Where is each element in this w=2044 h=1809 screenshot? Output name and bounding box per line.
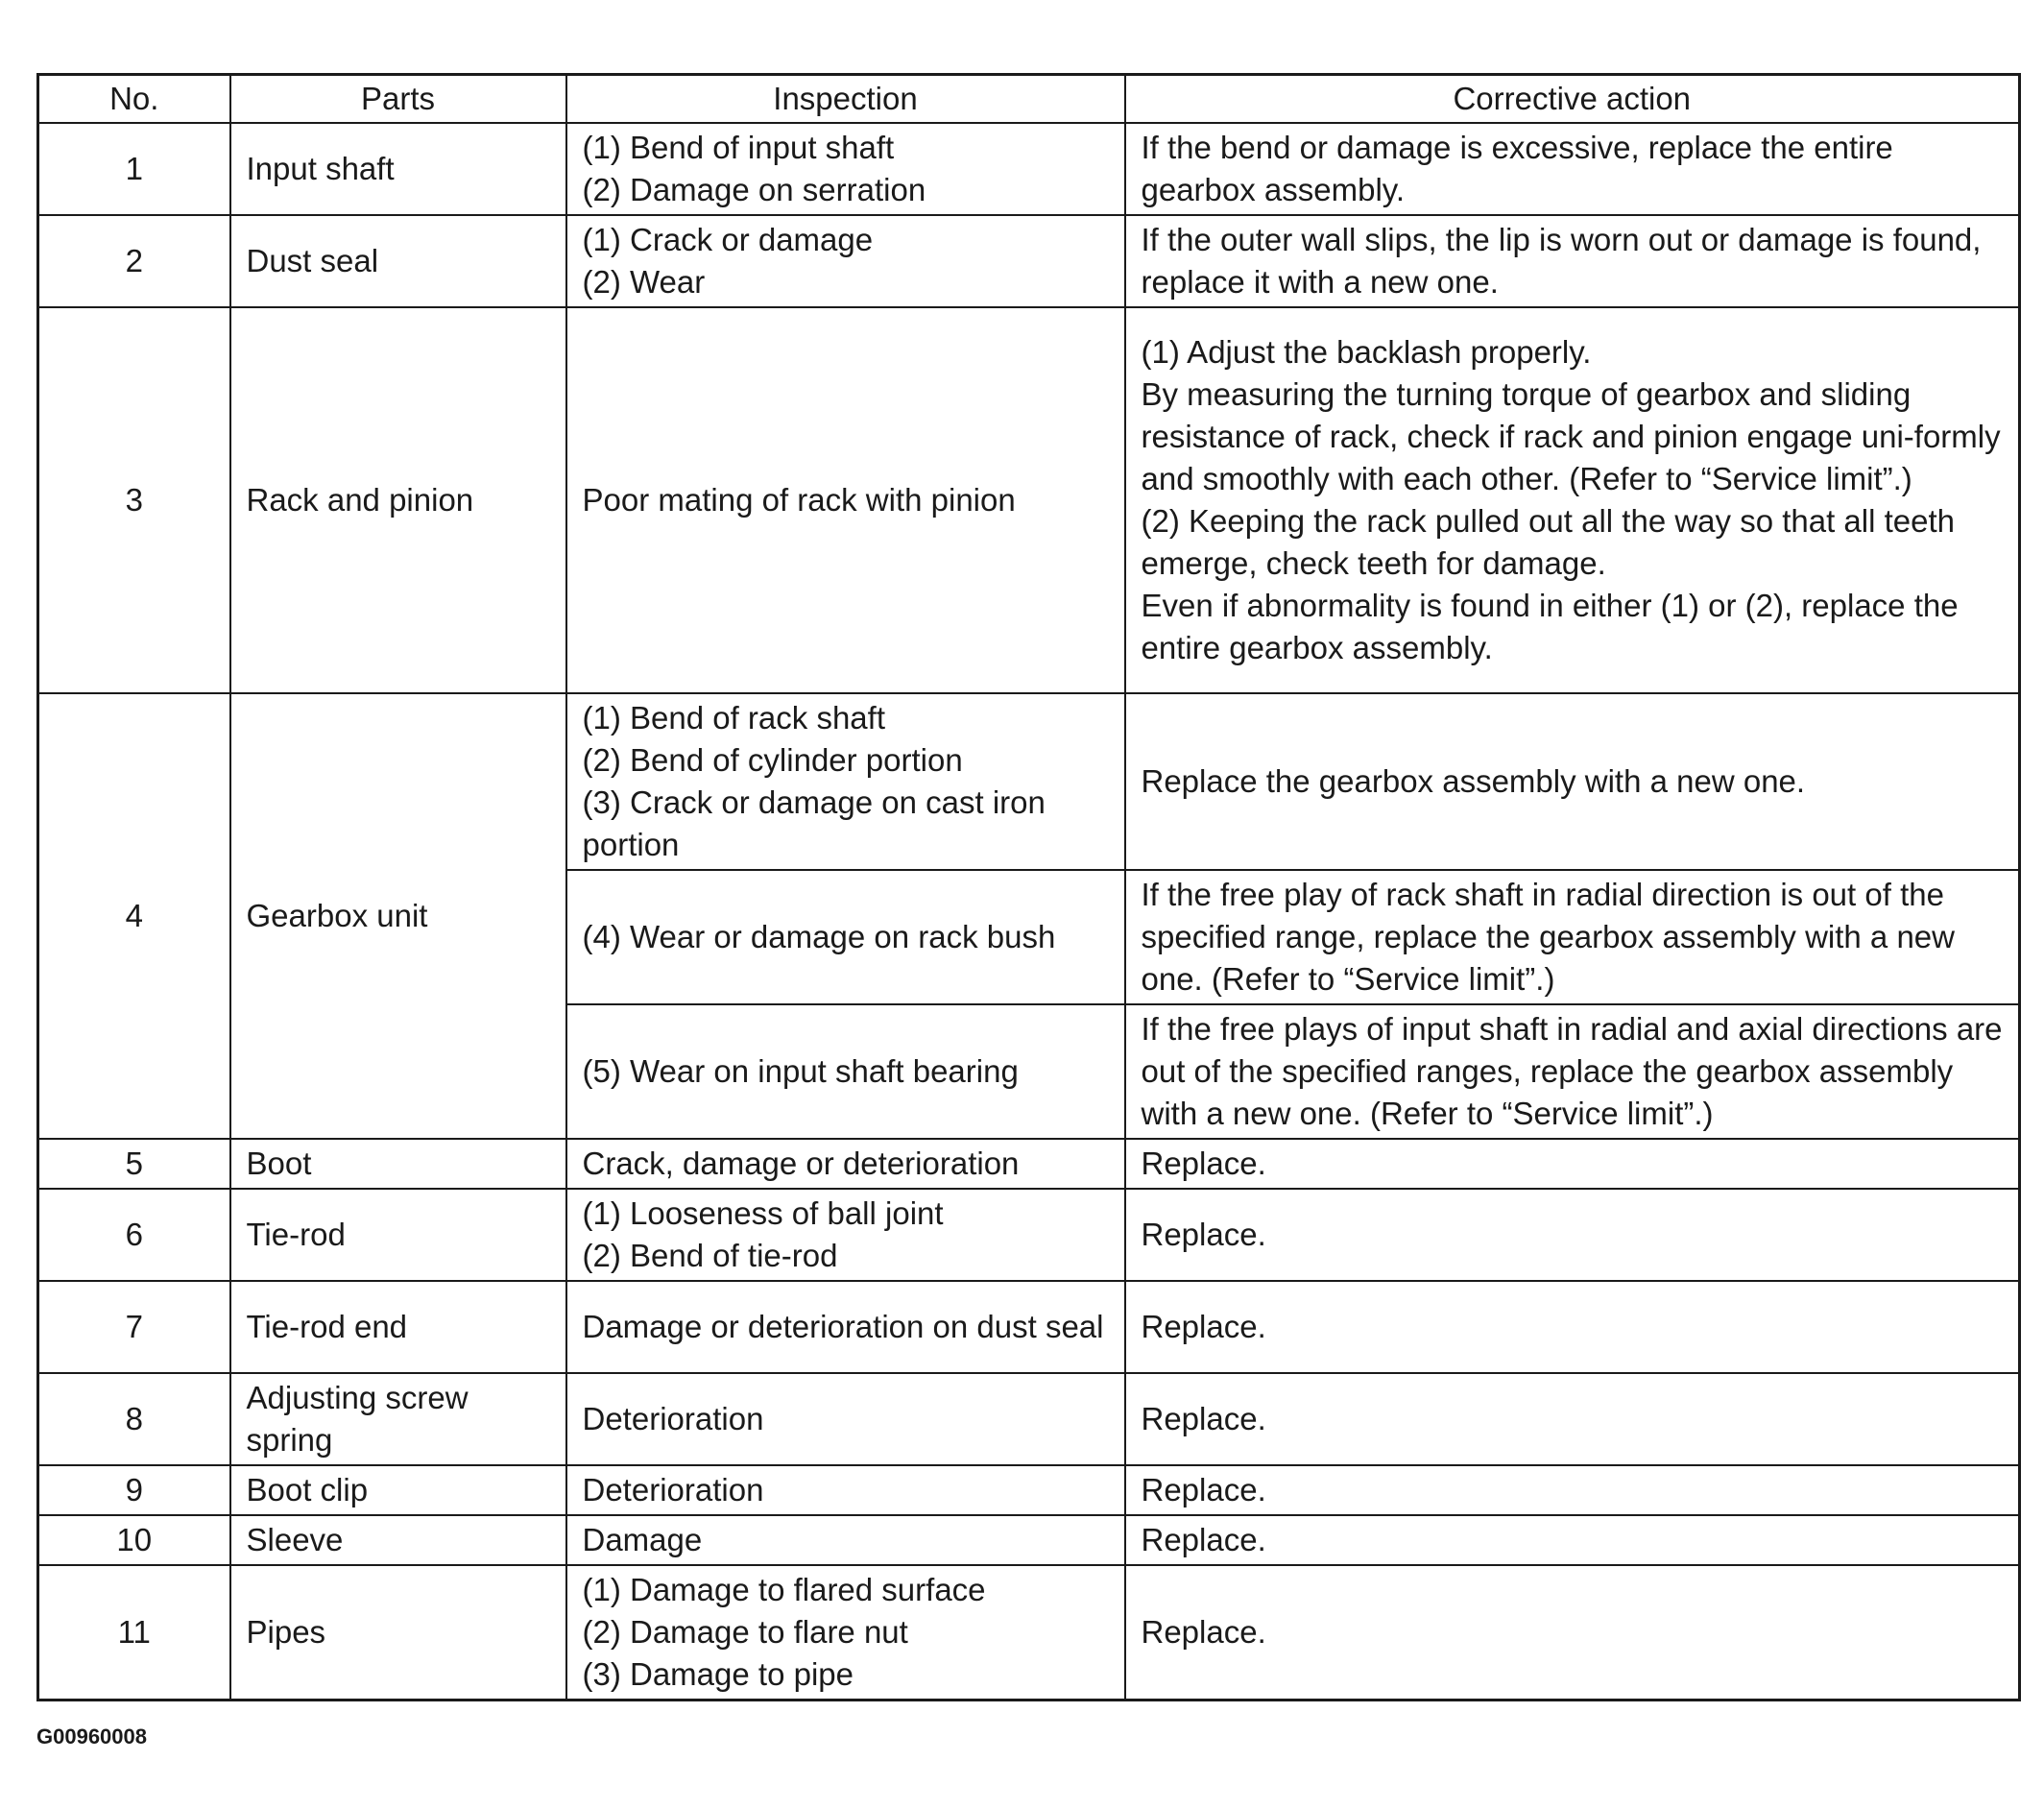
inspection-item: Damage (582, 1522, 703, 1557)
table-row (38, 1515, 2020, 1565)
inspection-item: Crack, damage or deterioration (582, 1146, 1020, 1181)
corrective-text: If the free plays of input shaft in radial and axial directions are out of the specified ranges, replace the gearbox assembly with a new one. (Refer to “Service limit”.) (1141, 1011, 2003, 1131)
figure-id: G00960008 (36, 1725, 147, 1749)
corrective-action: Replace. (1125, 1465, 2020, 1515)
inspection-item: Deterioration (582, 1472, 764, 1508)
header-corrective-action: Corrective action (1125, 75, 2020, 124)
row-number: 2 (38, 215, 230, 307)
header-row (38, 75, 2020, 124)
inspection-item: (1) Bend of rack shaft (582, 700, 885, 736)
inspection-cell (566, 1004, 1125, 1139)
part-name: Tie-rod (230, 1189, 566, 1281)
inspection-table (36, 73, 2021, 1701)
inspection-cell (566, 1189, 1125, 1281)
inspection-cell (566, 1281, 1125, 1373)
row-number: 5 (38, 1139, 230, 1189)
corrective-text: (1) Adjust the backlash properly. (1141, 334, 1592, 370)
inspection-cell (566, 1465, 1125, 1515)
table-row (38, 215, 2020, 307)
inspection-cell (566, 307, 1125, 693)
inspection-cell (566, 1565, 1125, 1700)
part-name: Input shaft (230, 123, 566, 215)
inspection-cell (566, 123, 1125, 215)
corrective-action: Replace. (1125, 1139, 2020, 1189)
part-name: Rack and pinion (230, 307, 566, 693)
inspection-cell (566, 870, 1125, 1004)
inspection-cell (566, 693, 1125, 870)
inspection-item: (2) Bend of cylinder portion (582, 742, 963, 778)
inspection-cell (566, 215, 1125, 307)
inspection-item: (2) Wear (582, 264, 706, 300)
table-row (38, 307, 2020, 693)
corrective-action: Replace. (1125, 1515, 2020, 1565)
corrective-action (1125, 123, 2020, 215)
row-number: 7 (38, 1281, 230, 1373)
corrective-text: Even if abnormality is found in either (1) or (2), replace the entire gearbox assembly. (1141, 588, 1959, 665)
row-number: 4 (38, 693, 230, 1139)
part-name: Boot clip (230, 1465, 566, 1515)
table-row (38, 1281, 2020, 1373)
table-row (38, 693, 2020, 870)
table-row (38, 1465, 2020, 1515)
row-number: 9 (38, 1465, 230, 1515)
corrective-action: Replace. (1125, 1565, 2020, 1700)
part-name: Boot (230, 1139, 566, 1189)
corrective-action (1125, 1004, 2020, 1139)
part-name: Dust seal (230, 215, 566, 307)
table-row (38, 1373, 2020, 1465)
inspection-item: (5) Wear on input shaft bearing (582, 1053, 1019, 1089)
inspection-item: (3) Damage to pipe (582, 1655, 854, 1692)
inspection-item: (3) Crack or damage on cast iron portion (582, 784, 1046, 862)
corrective-action: Replace. (1125, 1281, 2020, 1373)
inspection-item: (2) Damage on serration (582, 172, 926, 207)
header-no: No. (38, 75, 230, 124)
corrective-action (1125, 693, 2020, 870)
inspection-item: (2) Bend of tie-rod (582, 1238, 838, 1273)
row-number: 11 (38, 1565, 230, 1700)
inspection-cell (566, 1515, 1125, 1565)
inspection-item: (2) Damage to flare nut (582, 1613, 908, 1650)
header-inspection: Inspection (566, 75, 1125, 124)
inspection-item: Damage or deterioration on dust seal (582, 1309, 1104, 1344)
inspection-item: (4) Wear or damage on rack bush (582, 919, 1056, 954)
inspection-item: (1) Damage to flared surface (582, 1571, 986, 1607)
header-parts: Parts (230, 75, 566, 124)
inspection-item: (1) Crack or damage (582, 222, 874, 257)
table-row (38, 123, 2020, 215)
row-number: 1 (38, 123, 230, 215)
corrective-action: Replace. (1125, 1189, 2020, 1281)
row-number: 3 (38, 307, 230, 693)
corrective-action (1125, 870, 2020, 1004)
inspection-item: (1) Bend of input shaft (582, 130, 895, 165)
inspection-cell (566, 1373, 1125, 1465)
table-row (38, 1139, 2020, 1189)
inspection-cell (566, 1139, 1125, 1189)
part-name: Sleeve (230, 1515, 566, 1565)
inspection-item: (1) Looseness of ball joint (582, 1195, 944, 1231)
table-row (38, 1565, 2020, 1700)
corrective-text: By measuring the turning torque of gearbox and sliding resistance of rack, check if rack and pinion engage uni-formly and smoothly with each other. (Refer to “Service limit”.) (1141, 376, 2001, 496)
corrective-text: Replace the gearbox assembly with a new one. (1141, 763, 1806, 799)
corrective-action (1125, 215, 2020, 307)
part-name-text: Adjusting screw spring (246, 1380, 469, 1458)
table-row (38, 1189, 2020, 1281)
part-name: Tie-rod end (230, 1281, 566, 1373)
corrective-text: If the bend or damage is excessive, replace the entire gearbox assembly. (1141, 130, 1893, 207)
corrective-text: If the outer wall slips, the lip is worn out or damage is found, replace it with a new one. (1141, 222, 1982, 300)
row-number: 6 (38, 1189, 230, 1281)
inspection-item: Poor mating of rack with pinion (582, 482, 1016, 518)
corrective-text: If the free play of rack shaft in radial direction is out of the specified range, replace the gearbox assembly with a new one. (Refer to “Service limit”.) (1141, 877, 1955, 997)
corrective-action (1125, 307, 2020, 693)
row-number: 10 (38, 1515, 230, 1565)
inspection-item: Deterioration (582, 1401, 764, 1436)
part-name: Pipes (230, 1565, 566, 1700)
part-name (230, 1373, 566, 1465)
part-name: Gearbox unit (230, 693, 566, 1139)
corrective-action: Replace. (1125, 1373, 2020, 1465)
corrective-text: (2) Keeping the rack pulled out all the way so that all teeth emerge, check teeth for damage. (1141, 503, 1956, 581)
row-number: 8 (38, 1373, 230, 1465)
